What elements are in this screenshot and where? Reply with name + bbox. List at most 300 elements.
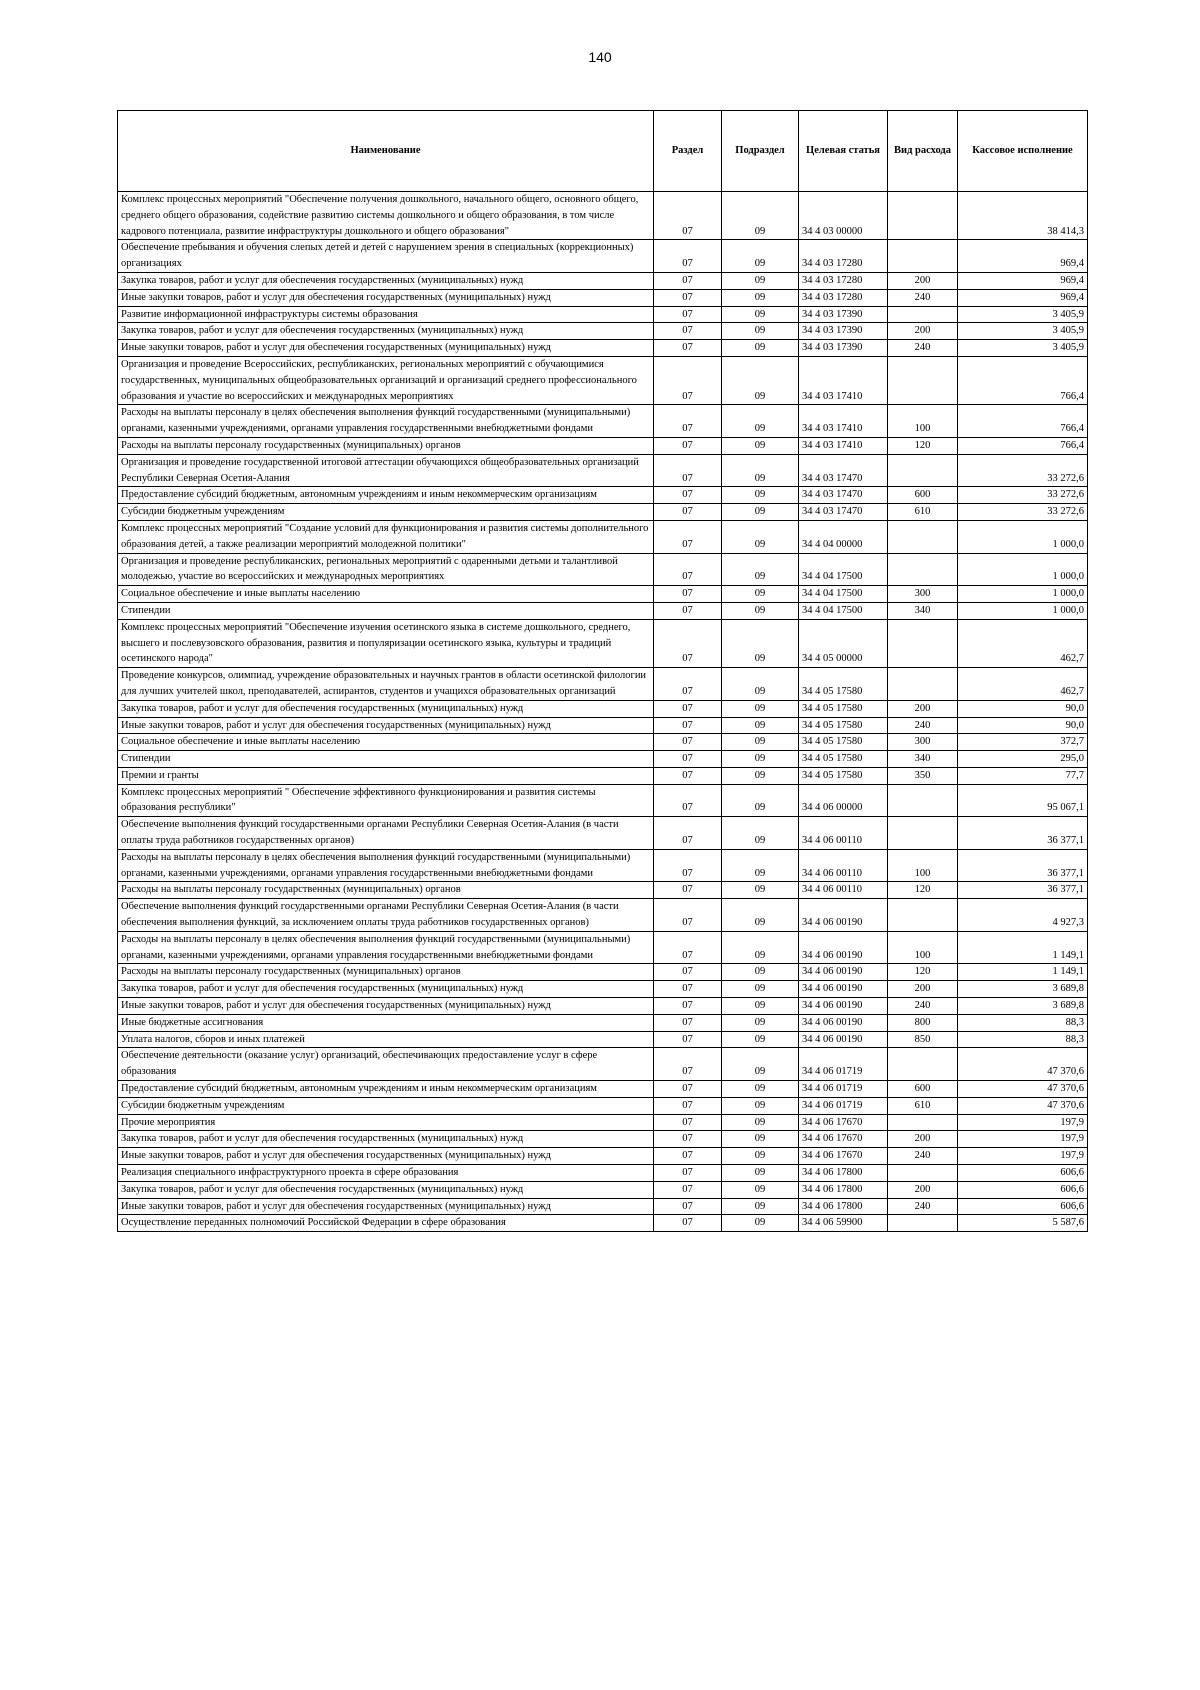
- cell-cash-execution: 77,7: [958, 767, 1088, 784]
- cell-section: 07: [654, 323, 722, 340]
- cell-name: Закупка товаров, работ и услуг для обеспечения государственных (муниципальных) нужд: [118, 1131, 654, 1148]
- cell-target-article: 34 4 05 17580: [799, 751, 888, 768]
- cell-subsection: 09: [722, 240, 799, 273]
- cell-name: Обеспечение выполнения функций государственными органами Республики Северная Осетия-Алания (в части оплаты труда работников государственных органов): [118, 817, 654, 850]
- cell-subsection: 09: [722, 700, 799, 717]
- cell-expense-type: 200: [888, 272, 958, 289]
- cell-section: 07: [654, 964, 722, 981]
- cell-subsection: 09: [722, 668, 799, 701]
- cell-target-article: 34 4 04 17500: [799, 586, 888, 603]
- cell-target-article: 34 4 05 17580: [799, 700, 888, 717]
- cell-expense-type: [888, 1165, 958, 1182]
- cell-target-article: 34 4 06 00190: [799, 1014, 888, 1031]
- cell-target-article: 34 4 06 00110: [799, 817, 888, 850]
- cell-cash-execution: 95 067,1: [958, 784, 1088, 817]
- header-subsection: Подраздел: [722, 111, 799, 192]
- cell-target-article: 34 4 06 00000: [799, 784, 888, 817]
- cell-cash-execution: 766,4: [958, 405, 1088, 438]
- cell-name: Обеспечение выполнения функций государственными органами Республики Северная Осетия-Алания (в части обеспечения выполнения функций, за исключением оплаты труда работников государственных органов): [118, 899, 654, 932]
- cell-cash-execution: 969,4: [958, 272, 1088, 289]
- cell-name: Комплекс процессных мероприятий " Обеспечение эффективного функционирования и развития системы образования республики": [118, 784, 654, 817]
- cell-name: Закупка товаров, работ и услуг для обеспечения государственных (муниципальных) нужд: [118, 272, 654, 289]
- cell-expense-type: [888, 668, 958, 701]
- cell-cash-execution: 1 000,0: [958, 553, 1088, 586]
- cell-section: 07: [654, 1114, 722, 1131]
- cell-name: Обеспечение деятельности (оказание услуг) организаций, обеспечивающих предоставление услуг в сфере образования: [118, 1048, 654, 1081]
- cell-cash-execution: 1 000,0: [958, 602, 1088, 619]
- cell-cash-execution: 1 149,1: [958, 931, 1088, 964]
- table-row: [118, 882, 1088, 899]
- cell-target-article: 34 4 04 17500: [799, 602, 888, 619]
- cell-section: 07: [654, 899, 722, 932]
- cell-target-article: 34 4 04 17500: [799, 553, 888, 586]
- cell-expense-type: 200: [888, 981, 958, 998]
- cell-cash-execution: 33 272,6: [958, 454, 1088, 487]
- cell-name: Стипендии: [118, 751, 654, 768]
- cell-name: Иные закупки товаров, работ и услуг для обеспечения государственных (муниципальных) нужд: [118, 717, 654, 734]
- cell-target-article: 34 4 05 00000: [799, 619, 888, 667]
- table-row: [118, 767, 1088, 784]
- cell-cash-execution: 3 405,9: [958, 306, 1088, 323]
- cell-target-article: 34 4 03 17280: [799, 289, 888, 306]
- cell-name: Осуществление переданных полномочий Российской Федерации в сфере образования: [118, 1215, 654, 1232]
- cell-subsection: 09: [722, 323, 799, 340]
- cell-expense-type: [888, 356, 958, 404]
- cell-name: Стипендии: [118, 602, 654, 619]
- table-row: [118, 289, 1088, 306]
- cell-target-article: 34 4 03 00000: [799, 192, 888, 240]
- cell-name: Иные закупки товаров, работ и услуг для обеспечения государственных (муниципальных) нужд: [118, 998, 654, 1015]
- cell-subsection: 09: [722, 619, 799, 667]
- cell-section: 07: [654, 586, 722, 603]
- table-row: [118, 1031, 1088, 1048]
- cell-section: 07: [654, 504, 722, 521]
- cell-expense-type: [888, 1215, 958, 1232]
- cell-target-article: 34 4 06 00190: [799, 964, 888, 981]
- cell-expense-type: 240: [888, 1148, 958, 1165]
- cell-subsection: 09: [722, 817, 799, 850]
- cell-subsection: 09: [722, 437, 799, 454]
- table-row: [118, 1131, 1088, 1148]
- cell-expense-type: 240: [888, 998, 958, 1015]
- cell-section: 07: [654, 998, 722, 1015]
- table-row: [118, 520, 1088, 553]
- cell-section: 07: [654, 1097, 722, 1114]
- cell-target-article: 34 4 06 17670: [799, 1148, 888, 1165]
- table-row: [118, 964, 1088, 981]
- cell-subsection: 09: [722, 520, 799, 553]
- header-expense-type: Вид расхода: [888, 111, 958, 192]
- table-row: [118, 1048, 1088, 1081]
- cell-cash-execution: 197,9: [958, 1114, 1088, 1131]
- cell-subsection: 09: [722, 356, 799, 404]
- cell-target-article: 34 4 06 17670: [799, 1131, 888, 1148]
- cell-target-article: 34 4 03 17390: [799, 306, 888, 323]
- cell-expense-type: 350: [888, 767, 958, 784]
- cell-target-article: 34 4 05 17580: [799, 717, 888, 734]
- table-row: [118, 487, 1088, 504]
- cell-expense-type: 240: [888, 1198, 958, 1215]
- cell-name: Расходы на выплаты персоналу в целях обеспечения выполнения функций государственными (муниципальными) органами, казенными учреждениями, органами управления государственными внебюджетными фондами: [118, 931, 654, 964]
- cell-section: 07: [654, 240, 722, 273]
- cell-section: 07: [654, 931, 722, 964]
- cell-expense-type: 850: [888, 1031, 958, 1048]
- cell-subsection: 09: [722, 289, 799, 306]
- cell-cash-execution: 295,0: [958, 751, 1088, 768]
- cell-subsection: 09: [722, 1131, 799, 1148]
- cell-section: 07: [654, 668, 722, 701]
- cell-cash-execution: 47 370,6: [958, 1097, 1088, 1114]
- cell-subsection: 09: [722, 751, 799, 768]
- cell-name: Иные закупки товаров, работ и услуг для обеспечения государственных (муниципальных) нужд: [118, 340, 654, 357]
- cell-name: Проведение конкурсов, олимпиад, учреждение образовательных и научных грантов в области осетинской филологии для лучших учителей школ, преподавателей, аспирантов, студентов и учащихся образовательных организаций: [118, 668, 654, 701]
- table-row: [118, 998, 1088, 1015]
- table-row: [118, 981, 1088, 998]
- cell-name: Развитие информационной инфраструктуры системы образования: [118, 306, 654, 323]
- cell-cash-execution: 3 689,8: [958, 998, 1088, 1015]
- cell-subsection: 09: [722, 602, 799, 619]
- cell-section: 07: [654, 1131, 722, 1148]
- cell-cash-execution: 606,6: [958, 1198, 1088, 1215]
- table-row: [118, 356, 1088, 404]
- cell-section: 07: [654, 619, 722, 667]
- cell-cash-execution: 1 000,0: [958, 520, 1088, 553]
- cell-name: Предоставление субсидий бюджетным, автономным учреждениям и иным некоммерческим организациям: [118, 1081, 654, 1098]
- cell-name: Расходы на выплаты персоналу государственных (муниципальных) органов: [118, 882, 654, 899]
- cell-name: Закупка товаров, работ и услуг для обеспечения государственных (муниципальных) нужд: [118, 700, 654, 717]
- cell-expense-type: 100: [888, 849, 958, 882]
- cell-expense-type: [888, 192, 958, 240]
- cell-name: Субсидии бюджетным учреждениям: [118, 504, 654, 521]
- cell-target-article: 34 4 03 17390: [799, 323, 888, 340]
- table-row: [118, 717, 1088, 734]
- cell-expense-type: 120: [888, 882, 958, 899]
- cell-cash-execution: 3 689,8: [958, 981, 1088, 998]
- cell-subsection: 09: [722, 1081, 799, 1098]
- cell-cash-execution: 3 405,9: [958, 323, 1088, 340]
- cell-subsection: 09: [722, 882, 799, 899]
- cell-section: 07: [654, 767, 722, 784]
- cell-expense-type: 600: [888, 487, 958, 504]
- cell-subsection: 09: [722, 964, 799, 981]
- cell-cash-execution: 606,6: [958, 1181, 1088, 1198]
- cell-section: 07: [654, 981, 722, 998]
- cell-name: Комплекс процессных мероприятий "Создание условий для функционирования и развития системы дополнительного образования детей, а также реализации мероприятий молодежной политики": [118, 520, 654, 553]
- cell-cash-execution: 33 272,6: [958, 504, 1088, 521]
- cell-cash-execution: 462,7: [958, 619, 1088, 667]
- cell-expense-type: [888, 899, 958, 932]
- cell-section: 07: [654, 1081, 722, 1098]
- table-row: [118, 1097, 1088, 1114]
- cell-section: 07: [654, 1215, 722, 1232]
- cell-cash-execution: 1 000,0: [958, 586, 1088, 603]
- cell-section: 07: [654, 751, 722, 768]
- cell-target-article: 34 4 03 17470: [799, 504, 888, 521]
- cell-subsection: 09: [722, 192, 799, 240]
- table-row: [118, 817, 1088, 850]
- cell-cash-execution: 197,9: [958, 1131, 1088, 1148]
- cell-name: Закупка товаров, работ и услуг для обеспечения государственных (муниципальных) нужд: [118, 323, 654, 340]
- table-row: [118, 272, 1088, 289]
- header-target-article: Целевая статья: [799, 111, 888, 192]
- cell-cash-execution: 5 587,6: [958, 1215, 1088, 1232]
- table-row: [118, 306, 1088, 323]
- budget-table: [117, 110, 1088, 1232]
- cell-cash-execution: 36 377,1: [958, 882, 1088, 899]
- cell-cash-execution: 4 927,3: [958, 899, 1088, 932]
- cell-expense-type: 200: [888, 323, 958, 340]
- cell-expense-type: 100: [888, 405, 958, 438]
- cell-cash-execution: 3 405,9: [958, 340, 1088, 357]
- cell-subsection: 09: [722, 998, 799, 1015]
- cell-subsection: 09: [722, 849, 799, 882]
- table-row: [118, 1165, 1088, 1182]
- cell-name: Иные закупки товаров, работ и услуг для обеспечения государственных (муниципальных) нужд: [118, 1198, 654, 1215]
- cell-subsection: 09: [722, 931, 799, 964]
- cell-subsection: 09: [722, 717, 799, 734]
- cell-section: 07: [654, 1031, 722, 1048]
- table-row: [118, 1081, 1088, 1098]
- header-name: Наименование: [118, 111, 654, 192]
- cell-section: 07: [654, 700, 722, 717]
- cell-name: Расходы на выплаты персоналу государственных (муниципальных) органов: [118, 964, 654, 981]
- cell-section: 07: [654, 784, 722, 817]
- cell-section: 07: [654, 602, 722, 619]
- table-row: [118, 240, 1088, 273]
- table-row: [118, 1215, 1088, 1232]
- cell-expense-type: 300: [888, 586, 958, 603]
- cell-subsection: 09: [722, 1198, 799, 1215]
- cell-target-article: 34 4 06 17670: [799, 1114, 888, 1131]
- cell-cash-execution: 766,4: [958, 356, 1088, 404]
- cell-subsection: 09: [722, 504, 799, 521]
- cell-section: 07: [654, 340, 722, 357]
- cell-cash-execution: 47 370,6: [958, 1081, 1088, 1098]
- cell-target-article: 34 4 03 17470: [799, 454, 888, 487]
- cell-name: Расходы на выплаты персоналу государственных (муниципальных) органов: [118, 437, 654, 454]
- cell-expense-type: [888, 817, 958, 850]
- cell-cash-execution: 33 272,6: [958, 487, 1088, 504]
- cell-target-article: 34 4 03 17410: [799, 356, 888, 404]
- cell-subsection: 09: [722, 1014, 799, 1031]
- table-header-row: [118, 111, 1088, 192]
- cell-cash-execution: 47 370,6: [958, 1048, 1088, 1081]
- cell-expense-type: 340: [888, 751, 958, 768]
- cell-name: Закупка товаров, работ и услуг для обеспечения государственных (муниципальных) нужд: [118, 981, 654, 998]
- table-row: [118, 405, 1088, 438]
- cell-name: Закупка товаров, работ и услуг для обеспечения государственных (муниципальных) нужд: [118, 1181, 654, 1198]
- cell-subsection: 09: [722, 272, 799, 289]
- cell-expense-type: 200: [888, 1131, 958, 1148]
- cell-target-article: 34 4 03 17410: [799, 437, 888, 454]
- cell-expense-type: 300: [888, 734, 958, 751]
- cell-subsection: 09: [722, 734, 799, 751]
- cell-name: Иные бюджетные ассигнования: [118, 1014, 654, 1031]
- cell-name: Расходы на выплаты персоналу в целях обеспечения выполнения функций государственными (муниципальными) органами, казенными учреждениями, органами управления государственными внебюджетными фондами: [118, 405, 654, 438]
- cell-section: 07: [654, 1198, 722, 1215]
- cell-section: 07: [654, 1148, 722, 1165]
- cell-target-article: 34 4 03 17410: [799, 405, 888, 438]
- cell-expense-type: 610: [888, 504, 958, 521]
- cell-name: Организация и проведение республиканских, региональных мероприятий с одаренными детьми и талантливой молодежью, участие во всероссийских и международных мероприятиях: [118, 553, 654, 586]
- table-row: [118, 734, 1088, 751]
- table-row: [118, 586, 1088, 603]
- cell-target-article: 34 4 06 00110: [799, 849, 888, 882]
- cell-expense-type: 100: [888, 931, 958, 964]
- cell-subsection: 09: [722, 1181, 799, 1198]
- cell-subsection: 09: [722, 899, 799, 932]
- cell-cash-execution: 606,6: [958, 1165, 1088, 1182]
- cell-section: 07: [654, 487, 722, 504]
- cell-section: 07: [654, 849, 722, 882]
- cell-subsection: 09: [722, 1215, 799, 1232]
- cell-expense-type: 200: [888, 1181, 958, 1198]
- cell-section: 07: [654, 553, 722, 586]
- cell-expense-type: [888, 1114, 958, 1131]
- cell-expense-type: 240: [888, 289, 958, 306]
- cell-name: Социальное обеспечение и иные выплаты населению: [118, 586, 654, 603]
- cell-section: 07: [654, 1014, 722, 1031]
- cell-subsection: 09: [722, 784, 799, 817]
- cell-cash-execution: 1 149,1: [958, 964, 1088, 981]
- cell-cash-execution: 372,7: [958, 734, 1088, 751]
- table-row: [118, 1014, 1088, 1031]
- cell-subsection: 09: [722, 340, 799, 357]
- cell-name: Расходы на выплаты персоналу в целях обеспечения выполнения функций государственными (муниципальными) органами, казенными учреждениями, органами управления государственными внебюджетными фондами: [118, 849, 654, 882]
- cell-target-article: 34 4 03 17280: [799, 240, 888, 273]
- cell-expense-type: 600: [888, 1081, 958, 1098]
- table-row: [118, 553, 1088, 586]
- cell-subsection: 09: [722, 586, 799, 603]
- cell-target-article: 34 4 06 00110: [799, 882, 888, 899]
- cell-target-article: 34 4 06 17800: [799, 1181, 888, 1198]
- table-row: [118, 784, 1088, 817]
- cell-subsection: 09: [722, 1097, 799, 1114]
- cell-subsection: 09: [722, 553, 799, 586]
- cell-expense-type: [888, 306, 958, 323]
- cell-name: Социальное обеспечение и иные выплаты населению: [118, 734, 654, 751]
- table-row: [118, 340, 1088, 357]
- cell-section: 07: [654, 717, 722, 734]
- cell-name: Прочие мероприятия: [118, 1114, 654, 1131]
- table-row: [118, 668, 1088, 701]
- table-row: [118, 437, 1088, 454]
- cell-subsection: 09: [722, 454, 799, 487]
- cell-name: Комплекс процессных мероприятий "Обеспечение изучения осетинского языка в системе дошкольного, среднего, высшего и послевузовского образования, развития и популяризации осетинского языка, культуры и традиций осетинского народа": [118, 619, 654, 667]
- cell-name: Обеспечение пребывания и обучения слепых детей и детей с нарушением зрения в специальных (коррекционных) организациях: [118, 240, 654, 273]
- cell-cash-execution: 197,9: [958, 1148, 1088, 1165]
- cell-target-article: 34 4 04 00000: [799, 520, 888, 553]
- cell-target-article: 34 4 06 17800: [799, 1198, 888, 1215]
- table-row: [118, 849, 1088, 882]
- page-number: 140: [588, 49, 612, 65]
- cell-section: 07: [654, 289, 722, 306]
- table-row: [118, 700, 1088, 717]
- cell-name: Субсидии бюджетным учреждениям: [118, 1097, 654, 1114]
- cell-subsection: 09: [722, 767, 799, 784]
- table-row: [118, 1114, 1088, 1131]
- cell-expense-type: 240: [888, 340, 958, 357]
- cell-subsection: 09: [722, 405, 799, 438]
- cell-target-article: 34 4 06 00190: [799, 998, 888, 1015]
- table-row: [118, 931, 1088, 964]
- cell-cash-execution: 462,7: [958, 668, 1088, 701]
- cell-cash-execution: 766,4: [958, 437, 1088, 454]
- cell-cash-execution: 36 377,1: [958, 817, 1088, 850]
- cell-expense-type: [888, 1048, 958, 1081]
- table-row: [118, 454, 1088, 487]
- cell-expense-type: [888, 619, 958, 667]
- cell-name: Уплата налогов, сборов и иных платежей: [118, 1031, 654, 1048]
- cell-expense-type: 800: [888, 1014, 958, 1031]
- cell-section: 07: [654, 272, 722, 289]
- cell-cash-execution: 38 414,3: [958, 192, 1088, 240]
- cell-cash-execution: 90,0: [958, 717, 1088, 734]
- cell-subsection: 09: [722, 1165, 799, 1182]
- cell-expense-type: 120: [888, 437, 958, 454]
- cell-target-article: 34 4 06 01719: [799, 1097, 888, 1114]
- cell-cash-execution: 36 377,1: [958, 849, 1088, 882]
- cell-name: Комплекс процессных мероприятий "Обеспечение получения дошкольного, начального общего, основного общего, среднего общего образования, содействие развитию системы дошкольного и общего образования, в том числе кадрового потенциала, развитие инфраструктуры дошкольного и общего образования": [118, 192, 654, 240]
- cell-cash-execution: 88,3: [958, 1014, 1088, 1031]
- cell-target-article: 34 4 05 17580: [799, 734, 888, 751]
- cell-section: 07: [654, 356, 722, 404]
- cell-subsection: 09: [722, 1048, 799, 1081]
- cell-section: 07: [654, 454, 722, 487]
- cell-target-article: 34 4 06 01719: [799, 1048, 888, 1081]
- cell-name: Организация и проведение Всероссийских, республиканских, региональных мероприятий с обучающимися государственных, муниципальных общеобразовательных организаций и организаций среднего профессионального образования и участие во всероссийских и международных мероприятиях: [118, 356, 654, 404]
- table-row: [118, 504, 1088, 521]
- cell-section: 07: [654, 1165, 722, 1182]
- header-section: Раздел: [654, 111, 722, 192]
- table-row: [118, 1148, 1088, 1165]
- cell-target-article: 34 4 06 01719: [799, 1081, 888, 1098]
- cell-expense-type: [888, 520, 958, 553]
- table-row: [118, 602, 1088, 619]
- cell-expense-type: [888, 553, 958, 586]
- cell-subsection: 09: [722, 981, 799, 998]
- cell-section: 07: [654, 405, 722, 438]
- cell-cash-execution: 969,4: [958, 240, 1088, 273]
- table-row: [118, 1198, 1088, 1215]
- table-row: [118, 192, 1088, 240]
- cell-target-article: 34 4 05 17580: [799, 668, 888, 701]
- header-cash-execution: Кассовое исполнение: [958, 111, 1088, 192]
- cell-expense-type: [888, 240, 958, 273]
- cell-section: 07: [654, 1048, 722, 1081]
- cell-cash-execution: 88,3: [958, 1031, 1088, 1048]
- cell-expense-type: [888, 784, 958, 817]
- cell-section: 07: [654, 882, 722, 899]
- cell-expense-type: 340: [888, 602, 958, 619]
- cell-expense-type: [888, 454, 958, 487]
- cell-subsection: 09: [722, 306, 799, 323]
- cell-section: 07: [654, 520, 722, 553]
- table-row: [118, 751, 1088, 768]
- cell-name: Иные закупки товаров, работ и услуг для обеспечения государственных (муниципальных) нужд: [118, 1148, 654, 1165]
- table-row: [118, 1181, 1088, 1198]
- cell-target-article: 34 4 03 17390: [799, 340, 888, 357]
- cell-section: 07: [654, 437, 722, 454]
- cell-name: Реализация специального инфраструктурного проекта в сфере образования: [118, 1165, 654, 1182]
- cell-section: 07: [654, 1181, 722, 1198]
- cell-name: Предоставление субсидий бюджетным, автономным учреждениям и иным некоммерческим организациям: [118, 487, 654, 504]
- cell-target-article: 34 4 06 59900: [799, 1215, 888, 1232]
- cell-target-article: 34 4 06 00190: [799, 981, 888, 998]
- cell-expense-type: 610: [888, 1097, 958, 1114]
- table-row: [118, 619, 1088, 667]
- cell-section: 07: [654, 192, 722, 240]
